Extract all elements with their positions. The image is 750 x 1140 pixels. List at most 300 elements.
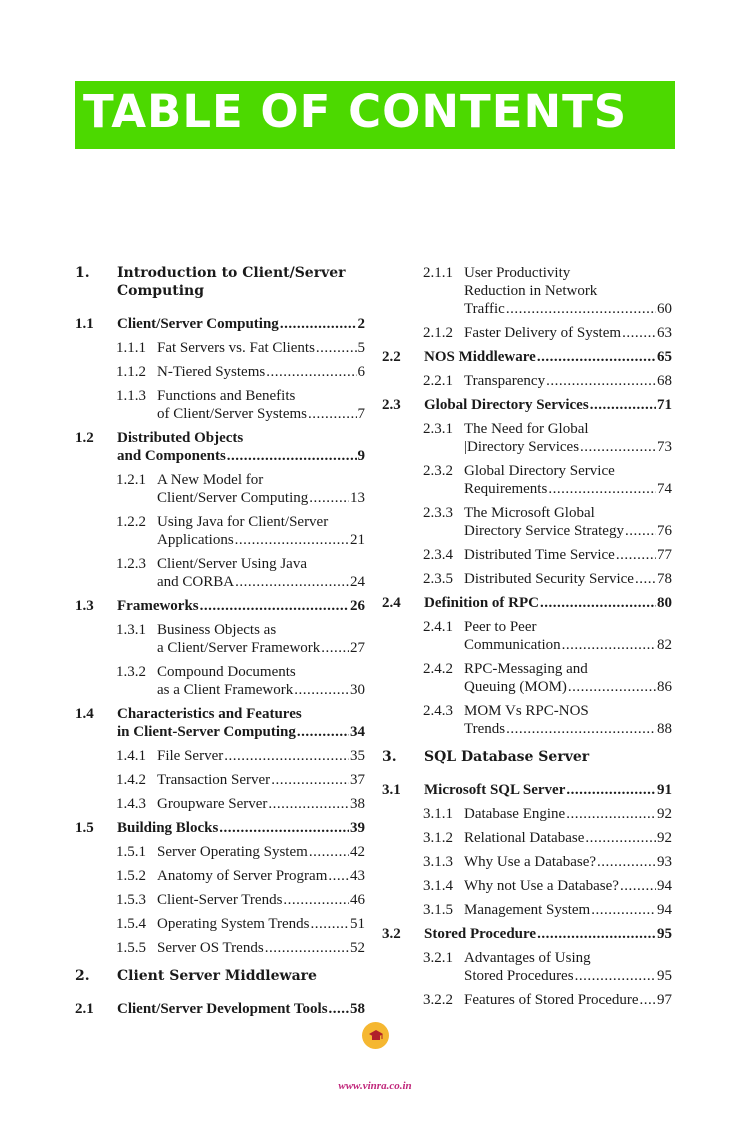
dot-leader xyxy=(597,853,656,871)
toc-entry[interactable] xyxy=(382,420,672,456)
entry-line xyxy=(157,555,365,573)
entry-number: 2.2 xyxy=(382,349,401,365)
entry-title: |Directory Services xyxy=(464,439,580,455)
entry-line xyxy=(157,639,365,657)
entry-title: Trends xyxy=(464,721,506,737)
entry-title: Traffic xyxy=(464,301,505,317)
page-number: 94 xyxy=(657,878,672,894)
entry-line xyxy=(424,925,672,943)
entry-line xyxy=(157,363,365,381)
entry-number: 2.3.2 xyxy=(423,463,453,479)
entry-line xyxy=(157,867,365,885)
toc-entry[interactable] xyxy=(382,901,672,919)
dot-leader xyxy=(548,480,656,498)
entry-title: Distributed Time Service xyxy=(464,547,615,563)
entry-number: 2.1 xyxy=(75,1001,94,1017)
page-number: 26 xyxy=(350,598,365,614)
entry-title: Microsoft SQL Server xyxy=(424,782,566,798)
page-number: 13 xyxy=(350,490,365,506)
entry-title: Requirements xyxy=(464,481,548,497)
entry-title: Introduction to Client/Server xyxy=(117,265,346,281)
dot-leader xyxy=(308,405,357,423)
dot-leader xyxy=(280,315,357,333)
entry-number: 1.2.1 xyxy=(116,472,146,488)
entry-body xyxy=(157,555,365,591)
page-number: 95 xyxy=(657,926,672,942)
entry-title: Global Directory Service xyxy=(464,463,615,479)
dot-leader xyxy=(329,1000,349,1018)
dot-leader xyxy=(219,819,349,837)
entry-body xyxy=(464,901,672,919)
entry-line xyxy=(464,462,672,480)
toc-entry[interactable] xyxy=(75,819,365,837)
entry-number: 1.1.1 xyxy=(116,340,146,356)
entry-number: 1.4.2 xyxy=(116,772,146,788)
entry-number: 2.4.1 xyxy=(423,619,453,635)
entry-number: 1.5.4 xyxy=(116,916,146,932)
entry-body xyxy=(464,504,672,540)
entry-body xyxy=(424,925,672,943)
toc-entry[interactable] xyxy=(75,771,365,789)
toc-entry[interactable] xyxy=(382,546,672,564)
page-number: 30 xyxy=(350,682,365,698)
entry-line xyxy=(157,489,365,507)
page-number: 92 xyxy=(657,806,672,822)
entry-body xyxy=(464,805,672,823)
dot-leader xyxy=(620,877,656,895)
dot-leader xyxy=(625,522,656,540)
entry-line xyxy=(157,747,365,765)
page-number: 60 xyxy=(657,301,672,317)
entry-line xyxy=(464,901,672,919)
page-number: 73 xyxy=(657,439,672,455)
entry-body xyxy=(464,660,672,696)
entry-title: Computing xyxy=(117,283,205,299)
entry-body xyxy=(464,324,672,342)
entry-title: Faster Delivery of System xyxy=(464,325,622,341)
entry-title: Management System xyxy=(464,902,591,918)
entry-body xyxy=(117,597,365,615)
entry-body xyxy=(424,781,672,799)
entry-line xyxy=(424,594,672,612)
entry-line xyxy=(464,829,672,847)
entry-title: Applications xyxy=(157,532,234,548)
entry-title: Why not Use a Database? xyxy=(464,878,619,894)
toc-entry[interactable] xyxy=(382,805,672,823)
entry-line xyxy=(464,991,672,1009)
entry-title: File Server xyxy=(157,748,224,764)
dot-leader xyxy=(235,531,349,549)
entry-line xyxy=(464,660,672,678)
entry-number: 1.3 xyxy=(75,598,94,614)
entry-title: Transaction Server xyxy=(157,772,271,788)
entry-line xyxy=(157,621,365,639)
dot-leader xyxy=(566,781,656,799)
entry-title: Frameworks xyxy=(117,598,199,614)
entry-line xyxy=(157,663,365,681)
entry-title: Directory Service Strategy xyxy=(464,523,624,539)
toc-entry[interactable] xyxy=(75,429,365,465)
dot-leader xyxy=(311,915,349,933)
entry-body xyxy=(157,747,365,765)
toc-entry[interactable] xyxy=(75,795,365,813)
entry-title: RPC-Messaging and xyxy=(464,661,588,677)
toc-entry[interactable] xyxy=(382,462,672,498)
entry-body xyxy=(464,991,672,1009)
toc-entry[interactable] xyxy=(382,748,672,766)
entry-title: a Client/Server Framework xyxy=(157,640,321,656)
dot-leader xyxy=(283,891,349,909)
entry-number: 3. xyxy=(382,749,397,765)
page-number: 71 xyxy=(657,397,672,413)
toc-entry[interactable] xyxy=(382,570,672,588)
entry-title: Relational Database xyxy=(464,830,585,846)
entry-line xyxy=(117,597,365,615)
entry-line xyxy=(157,843,365,861)
toc-entry[interactable] xyxy=(382,853,672,871)
dot-leader xyxy=(506,720,656,738)
entry-title: Peer to Peer xyxy=(464,619,537,635)
toc-entry[interactable] xyxy=(75,621,365,657)
toc-entry[interactable] xyxy=(382,925,672,943)
entry-title: Global Directory Services xyxy=(424,397,589,413)
page-number: 43 xyxy=(350,868,365,884)
entry-number: 1.4.3 xyxy=(116,796,146,812)
entry-number: 1.1 xyxy=(75,316,94,332)
entry-number: 1.5.1 xyxy=(116,844,146,860)
page-number: 68 xyxy=(657,373,672,389)
entry-line xyxy=(117,819,365,837)
entry-title: Fat Servers vs. Fat Clients xyxy=(157,340,315,356)
entry-line xyxy=(464,702,672,720)
entry-line xyxy=(117,429,365,447)
dot-leader xyxy=(328,867,349,885)
page-number: 86 xyxy=(657,679,672,695)
toc-entry[interactable] xyxy=(75,705,365,741)
dot-leader xyxy=(566,805,656,823)
entry-line xyxy=(464,805,672,823)
entry-number: 2.3 xyxy=(382,397,401,413)
toc-entry[interactable] xyxy=(382,702,672,738)
entry-number: 2.3.4 xyxy=(423,547,453,563)
entry-number: 1.5.3 xyxy=(116,892,146,908)
entry-body xyxy=(464,853,672,871)
entry-body xyxy=(464,546,672,564)
entry-title: and Components xyxy=(117,448,226,464)
entry-body xyxy=(157,867,365,885)
entry-number: 3.1.5 xyxy=(423,902,453,918)
dot-leader xyxy=(266,363,356,381)
entry-number: 2. xyxy=(75,968,90,984)
entry-line xyxy=(424,748,672,766)
toc-entry[interactable] xyxy=(75,967,365,985)
entry-title: A New Model for xyxy=(157,472,264,488)
entry-title: and CORBA xyxy=(157,574,235,590)
entry-title: Server OS Trends xyxy=(157,940,264,956)
entry-line xyxy=(117,705,365,723)
entry-number: 3.2 xyxy=(382,926,401,942)
dot-leader xyxy=(622,324,656,342)
entry-title: Client-Server Trends xyxy=(157,892,283,908)
entry-title: Definition of RPC xyxy=(424,595,539,611)
dot-leader xyxy=(575,967,656,985)
entry-line xyxy=(157,339,365,357)
entry-number: 2.3.3 xyxy=(423,505,453,521)
entry-line xyxy=(464,480,672,498)
entry-title: as a Client Framework xyxy=(157,682,294,698)
entry-line xyxy=(464,372,672,390)
page-number: 21 xyxy=(350,532,365,548)
entry-line xyxy=(464,504,672,522)
toc-entry[interactable] xyxy=(75,339,365,357)
dot-leader xyxy=(616,546,656,564)
dot-leader xyxy=(265,939,349,957)
entry-body xyxy=(157,843,365,861)
entry-number: 1.3.1 xyxy=(116,622,146,638)
toc-entry[interactable] xyxy=(75,315,365,333)
entry-line xyxy=(464,420,672,438)
entry-body xyxy=(464,372,672,390)
dot-leader xyxy=(568,678,656,696)
dot-leader xyxy=(546,372,656,390)
entry-title: NOS Middleware xyxy=(424,349,536,365)
entry-title: Distributed Security Service xyxy=(464,571,634,587)
entry-line xyxy=(157,795,365,813)
toc-entry[interactable] xyxy=(382,348,672,366)
toc-entry[interactable] xyxy=(75,939,365,957)
entry-title: Client/Server Development Tools xyxy=(117,1001,328,1017)
entry-number: 3.2.1 xyxy=(423,950,453,966)
footer-url[interactable]: www.vinra.co.in xyxy=(338,1080,412,1092)
entry-number: 2.1.1 xyxy=(423,265,453,281)
entry-line xyxy=(117,282,365,300)
entry-body xyxy=(157,915,365,933)
entry-line xyxy=(464,438,672,456)
page-number: 34 xyxy=(350,724,365,740)
entry-line xyxy=(157,471,365,489)
entry-body xyxy=(157,339,365,357)
toc-entry[interactable] xyxy=(382,264,672,318)
entry-body xyxy=(157,621,365,657)
entry-title: User Productivity xyxy=(464,265,571,281)
dot-leader xyxy=(224,747,349,765)
toc-entry[interactable] xyxy=(382,949,672,985)
entry-number: 1.4.1 xyxy=(116,748,146,764)
entry-line xyxy=(464,522,672,540)
entry-line xyxy=(157,891,365,909)
toc-entry[interactable] xyxy=(75,867,365,885)
entry-line xyxy=(157,771,365,789)
entry-body xyxy=(464,462,672,498)
entry-title: Client/Server Computing xyxy=(157,490,309,506)
page-number: 92 xyxy=(657,830,672,846)
entry-line xyxy=(464,636,672,654)
entry-title: Distributed Objects xyxy=(117,430,244,446)
entry-body xyxy=(117,705,365,741)
page-number: 93 xyxy=(657,854,672,870)
toc-entry[interactable] xyxy=(382,660,672,696)
entry-body xyxy=(117,1000,365,1018)
entry-number: 1.1.3 xyxy=(116,388,146,404)
toc-entry[interactable] xyxy=(382,504,672,540)
entry-title: MOM Vs RPC-NOS xyxy=(464,703,589,719)
entry-number: 1.2.3 xyxy=(116,556,146,572)
entry-line xyxy=(464,546,672,564)
entry-title: Client/Server Computing xyxy=(117,316,279,332)
page-number: 46 xyxy=(350,892,365,908)
entry-number: 1. xyxy=(75,265,90,281)
entry-body xyxy=(157,795,365,813)
entry-body xyxy=(424,748,672,766)
toc-left-column xyxy=(75,264,365,1024)
dot-leader xyxy=(235,573,349,591)
dot-leader xyxy=(506,300,656,318)
entry-body xyxy=(424,396,672,414)
toc-entry[interactable] xyxy=(75,891,365,909)
entry-title: The Need for Global xyxy=(464,421,589,437)
entry-body xyxy=(424,594,672,612)
entry-line xyxy=(117,264,365,282)
toc-entry[interactable] xyxy=(382,829,672,847)
page-number: 9 xyxy=(357,448,365,464)
page-number: 58 xyxy=(350,1001,365,1017)
entry-line xyxy=(117,723,365,741)
entry-number: 3.1.1 xyxy=(423,806,453,822)
entry-title: Communication xyxy=(464,637,561,653)
entry-body xyxy=(464,829,672,847)
entry-body xyxy=(157,939,365,957)
dot-leader xyxy=(590,396,656,414)
toc-entry[interactable] xyxy=(75,915,365,933)
toc-entry[interactable] xyxy=(382,324,672,342)
toc-entry[interactable] xyxy=(382,396,672,414)
entry-title: Anatomy of Server Program xyxy=(157,868,328,884)
toc-entry[interactable] xyxy=(75,843,365,861)
entry-title: in Client-Server Computing xyxy=(117,724,296,740)
entry-line xyxy=(464,678,672,696)
entry-title: Features of Stored Procedure xyxy=(464,992,639,1008)
page-number: 95 xyxy=(657,968,672,984)
page-number: 5 xyxy=(357,340,365,356)
entry-title: Building Blocks xyxy=(117,820,219,836)
dot-leader xyxy=(271,771,349,789)
dot-leader xyxy=(268,795,349,813)
entry-body xyxy=(157,471,365,507)
dot-leader xyxy=(640,991,656,1009)
entry-body xyxy=(464,420,672,456)
entry-body xyxy=(117,819,365,837)
page-number: 39 xyxy=(350,820,365,836)
entry-title: of Client/Server Systems xyxy=(157,406,307,422)
entry-line xyxy=(464,949,672,967)
entry-body xyxy=(157,387,365,423)
entry-body xyxy=(464,949,672,985)
toc-entry[interactable] xyxy=(75,555,365,591)
entry-body xyxy=(157,891,365,909)
entry-number: 1.2 xyxy=(75,430,94,446)
entry-body xyxy=(117,967,365,985)
page-title: TABLE OF CONTENTS xyxy=(83,85,628,138)
entry-line xyxy=(157,939,365,957)
page-number: 52 xyxy=(350,940,365,956)
toc-entry[interactable] xyxy=(382,781,672,799)
page-number: 82 xyxy=(657,637,672,653)
toc-entry[interactable] xyxy=(382,594,672,612)
entry-number: 1.5.5 xyxy=(116,940,146,956)
entry-line xyxy=(424,781,672,799)
entry-line xyxy=(157,531,365,549)
entry-number: 2.4 xyxy=(382,595,401,611)
entry-line xyxy=(157,405,365,423)
entry-body xyxy=(117,429,365,465)
page-number: 42 xyxy=(350,844,365,860)
entry-line xyxy=(157,573,365,591)
toc-right-column xyxy=(382,264,672,1015)
toc-entry[interactable] xyxy=(75,471,365,507)
page-number: 24 xyxy=(350,574,365,590)
page-number: 2 xyxy=(357,316,365,332)
entry-line xyxy=(464,282,672,300)
entry-line xyxy=(117,967,365,985)
entry-body xyxy=(464,618,672,654)
dot-leader xyxy=(591,901,656,919)
entry-number: 3.1.4 xyxy=(423,878,453,894)
toc-entry[interactable] xyxy=(382,991,672,1009)
entry-body xyxy=(157,513,365,549)
toc-entry[interactable] xyxy=(75,264,365,300)
toc-entry[interactable] xyxy=(75,363,365,381)
toc-entry[interactable] xyxy=(75,387,365,423)
entry-title: SQL Database Server xyxy=(424,749,590,765)
toc-entry[interactable] xyxy=(75,747,365,765)
entry-title: Operating System Trends xyxy=(157,916,310,932)
dot-leader xyxy=(316,339,357,357)
toc-entry[interactable] xyxy=(382,618,672,654)
dot-leader xyxy=(537,348,656,366)
entry-title: Groupware Server xyxy=(157,796,268,812)
page-number: 35 xyxy=(350,748,365,764)
page-number: 37 xyxy=(350,772,365,788)
toc-entry[interactable] xyxy=(382,372,672,390)
entry-line xyxy=(117,315,365,333)
entry-title: Reduction in Network xyxy=(464,283,598,299)
entry-title: Client Server Middleware xyxy=(117,968,317,984)
page-number: 51 xyxy=(350,916,365,932)
entry-number: 1.5.2 xyxy=(116,868,146,884)
entry-title: Using Java for Client/Server xyxy=(157,514,329,530)
entry-body xyxy=(464,264,672,318)
dot-leader xyxy=(562,636,656,654)
toc-entry[interactable] xyxy=(75,1000,365,1018)
toc-entry[interactable] xyxy=(382,877,672,895)
entry-title: Characteristics and Features xyxy=(117,706,302,722)
toc-entry[interactable] xyxy=(75,663,365,699)
entry-line xyxy=(157,681,365,699)
toc-entry[interactable] xyxy=(75,597,365,615)
entry-line xyxy=(464,324,672,342)
page-number: 78 xyxy=(657,571,672,587)
entry-title: The Microsoft Global xyxy=(464,505,595,521)
entry-title: Server Operating System xyxy=(157,844,308,860)
toc-entry[interactable] xyxy=(75,513,365,549)
entry-body xyxy=(464,570,672,588)
dot-leader xyxy=(321,639,349,657)
page-number: 7 xyxy=(357,406,365,422)
entry-title: Functions and Benefits xyxy=(157,388,296,404)
entry-number: 3.1.2 xyxy=(423,830,453,846)
entry-line xyxy=(157,387,365,405)
dot-leader xyxy=(309,489,349,507)
